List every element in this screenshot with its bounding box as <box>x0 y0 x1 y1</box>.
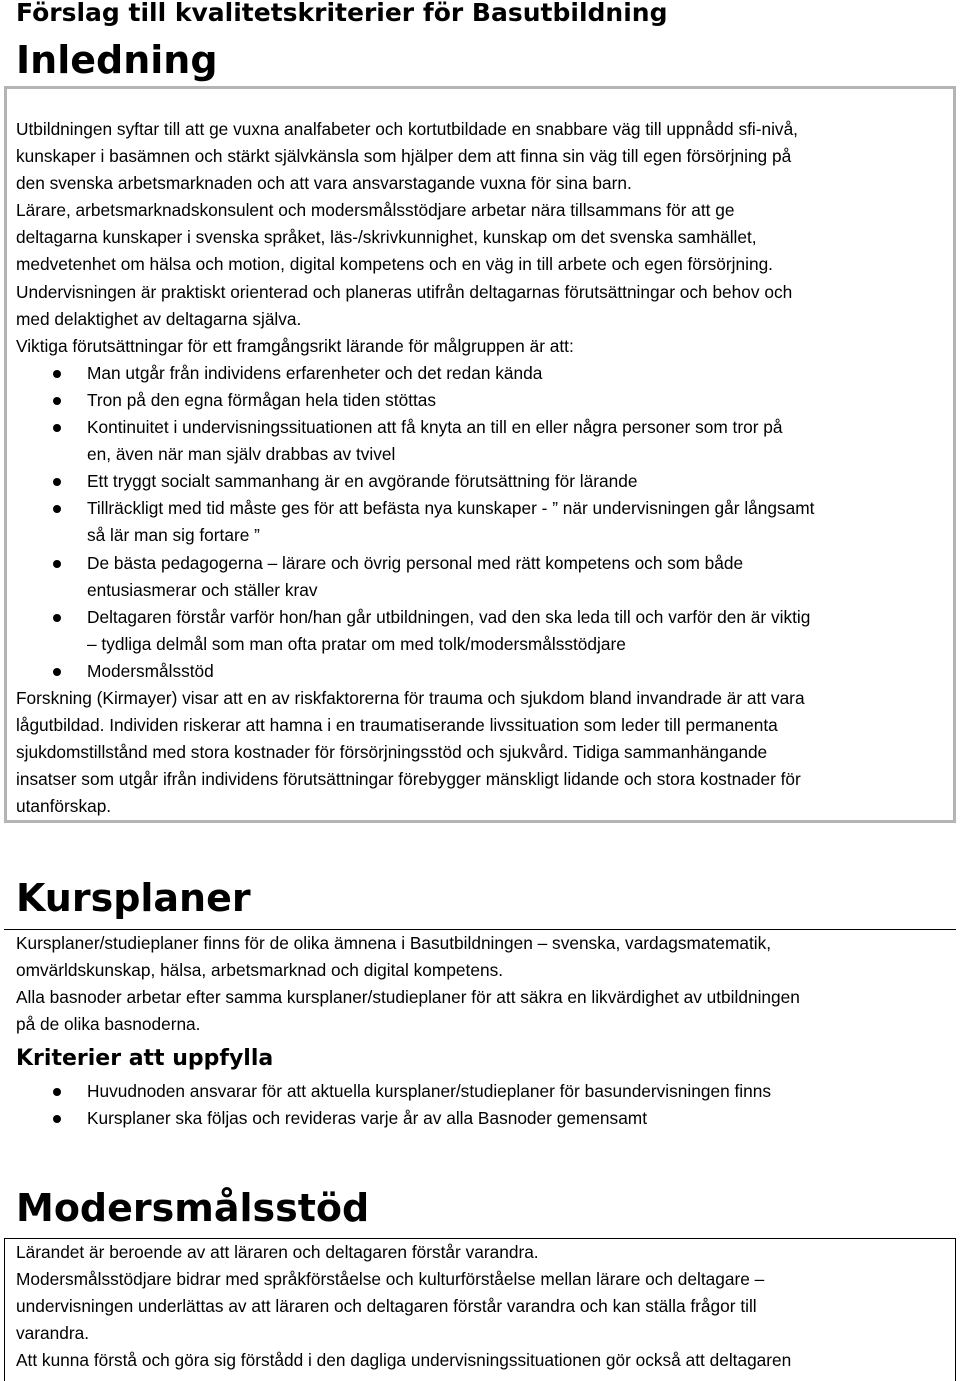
document-title: Förslag till kvalitetskriterier för Basutbildning <box>16 0 668 27</box>
text-line: undervisningen underlättas av att läraren och deltagaren förstår varandra och kan ställa frågor till <box>16 1296 757 1317</box>
bullet-icon <box>53 668 61 676</box>
list-item-text: Modersmålsstöd <box>87 660 214 681</box>
kursplaner-paragraph <box>16 930 942 1038</box>
list-item <box>16 387 942 414</box>
list-item-text: Tron på den egna förmågan hela tiden stöttas <box>87 389 437 410</box>
text-line: Modersmålsstödjare bidrar med språkförståelse och kulturförståelse mellan lärare och deltagare – <box>16 1269 765 1290</box>
heading-kriterier: Kriterier att uppfylla <box>16 1046 274 1071</box>
bullet-icon <box>53 370 61 378</box>
list-item <box>16 468 942 495</box>
list-item <box>16 414 942 468</box>
intro-paragraph <box>16 116 942 197</box>
text-line: insatser som utgår ifrån individens förutsättningar förebygger mänskligt lidande och stora kostnader för <box>16 769 801 790</box>
list-item-text: Huvudnoden ansvarar för att aktuella kursplaner/studieplaner för basundervisningen finns <box>87 1081 771 1101</box>
text-line: Lärare, arbetsmarknadskonsulent och modersmålsstödjare arbetar nära tillsammans för att ge <box>16 200 735 221</box>
list-item-text: Ett tryggt socialt sammanhang är en avgörande förutsättning för lärande <box>87 471 638 492</box>
list-item-text: Deltagaren förstår varför hon/han går utbildningen, vad den ska leda till och varför den är viktig <box>87 606 811 627</box>
text-line: Utbildningen syftar till att ge vuxna analfabeter och kortutbildade en snabbare väg till uppnådd sfi-nivå, <box>16 119 798 139</box>
bullet-icon <box>53 424 61 432</box>
text-line: kunskaper i basämnen och stärkt självkänsla som hjälper dem att finna sin väg till egen försörjning på <box>16 146 792 167</box>
text-line: Forskning (Kirmayer) visar att en av riskfaktorerna för trauma och sjukdom bland invandrade är att vara <box>16 687 805 708</box>
text-line: med delaktighet av deltagarna själva. <box>16 308 302 329</box>
text-line: Kursplaner/studieplaner finns för de olika ämnena i Basutbildningen – svenska, vardagsmatematik, <box>16 933 772 953</box>
inledning-content <box>16 116 942 820</box>
list-item <box>16 1105 942 1132</box>
list-item-text: De bästa pedagogerna – lärare och övrig personal med rätt kompetens och som både <box>87 552 744 573</box>
text-line: den svenska arbetsmarknaden och att vara ansvarstagande vuxna för sina barn. <box>16 173 632 194</box>
text-line: Viktiga förutsättningar för ett framgångsrikt lärande för målgruppen är att: <box>16 335 574 356</box>
prerequisites-list <box>16 360 942 685</box>
list-item-text: en, även när man själv drabbas av tvivel <box>87 444 396 465</box>
text-line: på de olika basnoderna. <box>16 1014 201 1035</box>
list-item <box>16 495 942 549</box>
text-line: utanförskap. <box>16 796 112 817</box>
bullet-icon <box>53 478 61 486</box>
research-paragraph <box>16 685 942 820</box>
text-line: sjukdomstillstånd med stora kostnader för försörjningsstöd och sjukvård. Tidiga sammanhängande <box>16 742 768 763</box>
text-line: deltagarna kunskaper i svenska språket, läs-/skrivkunnighet, kunskap om det svenska samhället, <box>16 227 757 248</box>
text-line: Alla basnoder arbetar efter samma kursplaner/studieplaner för att säkra en likvärdighet av utbildningen <box>16 987 800 1008</box>
list-item <box>16 658 942 685</box>
text-line: lågutbildad. Individen riskerar att hamna i en traumatiserande livssituation som leder till permanenta <box>16 715 778 736</box>
text-line: Lärandet är beroende av att läraren och deltagaren förstår varandra. <box>16 1242 539 1262</box>
list-item <box>16 360 942 387</box>
text-line: varandra. <box>16 1323 90 1344</box>
heading-modersmalsstod: Modersmålsstöd <box>16 1186 370 1230</box>
bullet-icon <box>53 397 61 405</box>
modersmalsstod-paragraph <box>16 1239 942 1374</box>
heading-inledning: Inledning <box>16 38 218 82</box>
list-item <box>16 1078 942 1105</box>
text-line: medvetenhet om hälsa och motion, digital kompetens och en väg in till arbete och egen försörjning. <box>16 254 773 275</box>
list-item <box>16 604 942 658</box>
list-item-text: Kontinuitet i undervisningssituationen att få knyta an till en eller några personer som tror på <box>87 417 783 438</box>
text-line: Att kunna förstå och göra sig förstådd i den dagliga undervisningssituationen gör också att deltagaren <box>16 1350 792 1371</box>
bullet-icon <box>53 614 61 622</box>
heading-kursplaner: Kursplaner <box>16 876 251 920</box>
list-item-text: Kursplaner ska följas och revideras varje år av alla Basnoder gemensamt <box>87 1108 647 1129</box>
list-item-text: entusiasmerar och ställer krav <box>87 579 318 600</box>
list-item-text: – tydliga delmål som man ofta pratar om med tolk/modersmålsstödjare <box>87 633 626 654</box>
text-line: Undervisningen är praktiskt orienterad och planeras utifrån deltagarnas förutsättningar och behov och <box>16 281 793 302</box>
list-item-text: så lär man sig fortare ” <box>87 525 260 546</box>
bullet-icon <box>53 1115 61 1123</box>
list-item-text: Tillräckligt med tid måste ges för att befästa nya kunskaper - ” när undervisningen går långsamt <box>87 498 815 519</box>
list-item <box>16 550 942 604</box>
bullet-icon <box>53 1088 61 1096</box>
list-item-text: Man utgår från individens erfarenheter och det redan kända <box>87 362 543 383</box>
criteria-list <box>16 1078 942 1132</box>
main-paragraph <box>16 197 942 360</box>
text-line: omvärldskunskap, hälsa, arbetsmarknad och digital kompetens. <box>16 960 504 981</box>
bullet-icon <box>53 505 61 513</box>
bullet-icon <box>53 560 61 568</box>
